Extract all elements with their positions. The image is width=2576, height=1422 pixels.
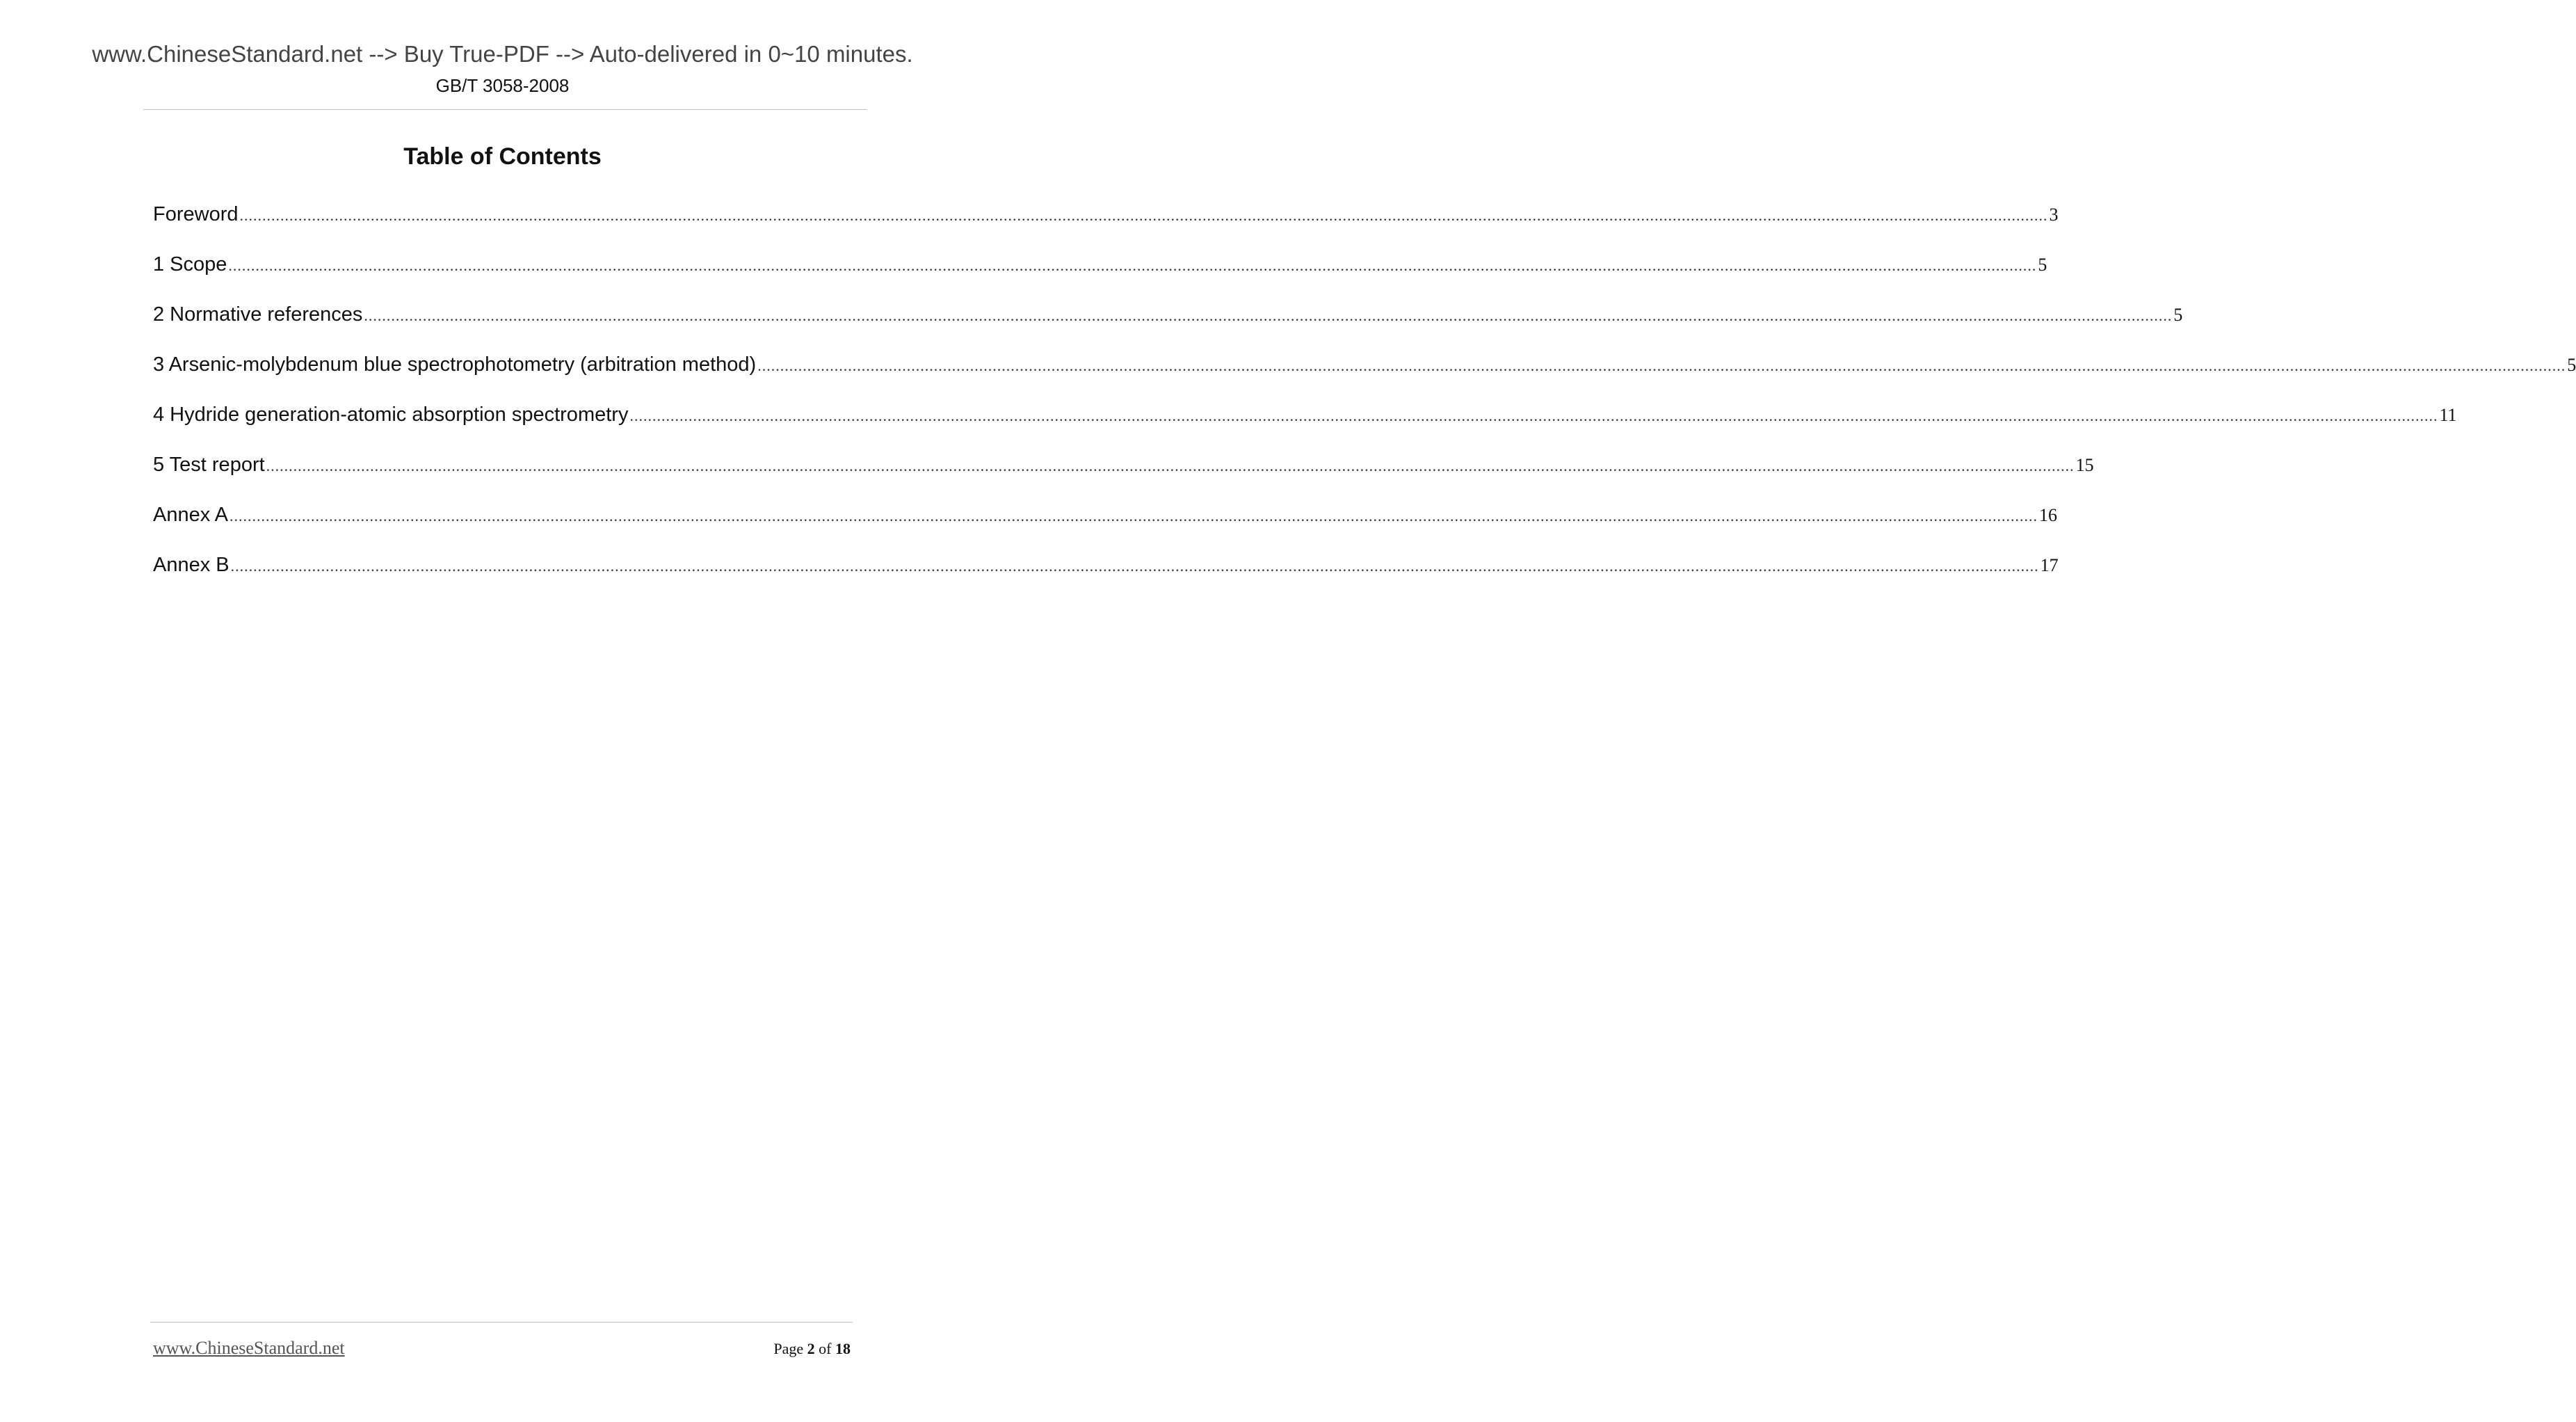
footer-site-link[interactable]: www.ChineseStandard.net <box>153 1338 345 1358</box>
toc-entry-label: 4 Hydride generation-atomic absorption spectrometry <box>153 404 629 426</box>
toc-entry-scope[interactable] <box>153 249 2047 299</box>
toc-leader-dots: ................................................................................................................................................................................................................................................................................................................................................................................................................ <box>228 257 2037 274</box>
toc-entry-label: Annex B <box>153 554 230 576</box>
toc-entry-label: 5 Test report <box>153 454 265 476</box>
toc-leader-dots: ................................................................................................................................................................................................................................................................................................................................................................................................................ <box>757 357 2566 374</box>
toc-list <box>153 199 2576 600</box>
header-divider <box>143 109 867 110</box>
toc-leader-dots: ................................................................................................................................................................................................................................................................................................................................................................................................................ <box>629 407 2438 424</box>
toc-entry-label: Annex A <box>153 504 229 526</box>
toc-leader-dots: ................................................................................................................................................................................................................................................................................................................................................................................................................ <box>364 307 2173 324</box>
toc-entry-page: 16 <box>2039 505 2058 525</box>
toc-entry-page: 3 <box>2049 205 2059 225</box>
toc-entry-label: 2 Normative references <box>153 303 363 326</box>
total-pages: 18 <box>835 1340 851 1357</box>
toc-leader-dots: ................................................................................................................................................................................................................................................................................................................................................................................................................ <box>239 207 2048 224</box>
toc-entry-label: Foreword <box>153 203 239 225</box>
footer-page-number <box>773 1339 851 1359</box>
toc-entry-page: 17 <box>2040 555 2059 575</box>
header-banner: www.ChineseStandard.net --> Buy True-PDF --> Auto-delivered in 0~10 minutes. <box>92 41 913 67</box>
toc-entry-page: 5 <box>2567 355 2576 375</box>
toc-entry-normative-references[interactable] <box>153 299 2183 349</box>
toc-entry-test-report[interactable] <box>153 449 2094 500</box>
toc-entry-page: 5 <box>2038 255 2047 275</box>
toc-leader-dots: ................................................................................................................................................................................................................................................................................................................................................................................................................ <box>266 457 2075 474</box>
toc-entry-annex-b[interactable] <box>153 550 2059 600</box>
of-word: of <box>819 1340 832 1357</box>
toc-entry-hydride-generation[interactable] <box>153 399 2457 449</box>
toc-leader-dots: ................................................................................................................................................................................................................................................................................................................................................................................................................ <box>230 557 2039 575</box>
toc-entry-page: 15 <box>2075 455 2094 475</box>
page-word: Page <box>773 1340 804 1357</box>
current-page: 2 <box>807 1340 815 1357</box>
toc-entry-label: 3 Arsenic-molybdenum blue spectrophotometry (arbitration method) <box>153 353 757 376</box>
toc-entry-annex-a[interactable] <box>153 500 2058 550</box>
toc-entry-foreword[interactable] <box>153 199 2059 249</box>
toc-leader-dots: ................................................................................................................................................................................................................................................................................................................................................................................................................ <box>230 507 2038 525</box>
toc-entry-arsenic-molybdenum[interactable] <box>153 349 2576 399</box>
document-id: GB/T 3058-2008 <box>435 75 570 96</box>
footer-divider <box>150 1322 853 1323</box>
toc-entry-label: 1 Scope <box>153 253 227 275</box>
toc-entry-page: 11 <box>2439 405 2457 425</box>
toc-entry-page: 5 <box>2173 305 2183 325</box>
toc-title: Table of Contents <box>403 143 602 170</box>
